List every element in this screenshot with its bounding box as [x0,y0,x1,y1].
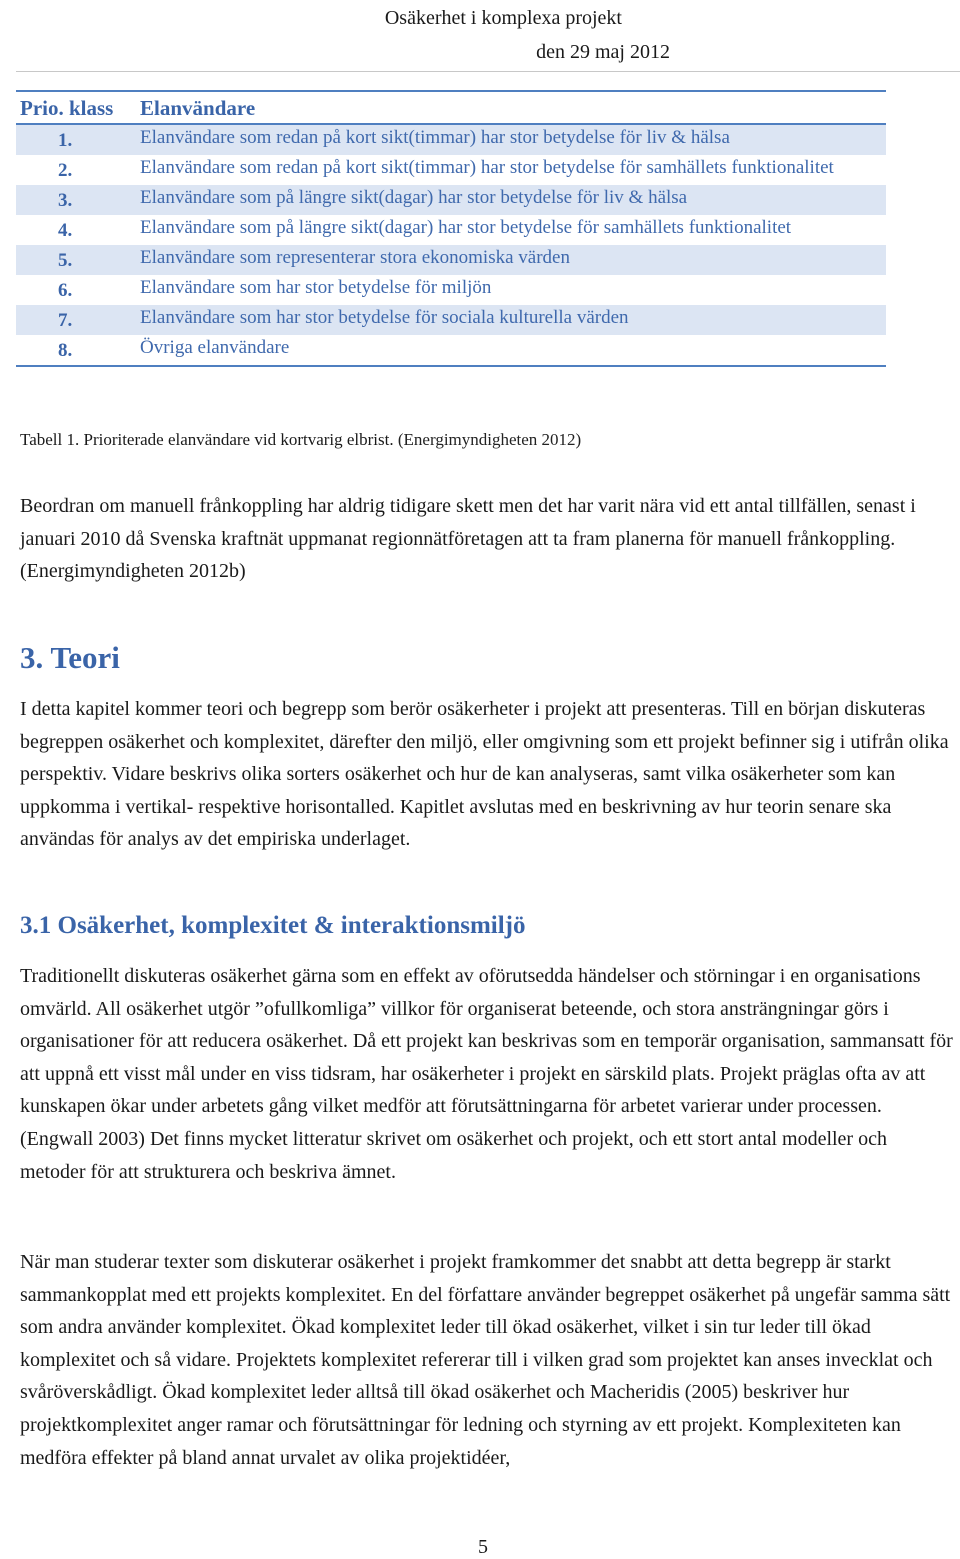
section-heading: 3. Teori [20,640,120,675]
paragraph-4: När man studerar texter som diskuterar osäkerhet i projekt framkommer det snabbt att detta begrepp är starkt sammankopplat med ett projekts komplexitet. En del författare använder begreppet osäkerhet på ungefär samma sätt som andra använder komplexitet. Ökad komplexitet leder till ökad osäkerhet, vilket i sin tur leder till ökad komplexitet och så vidare. Projektets komplexitet refererar till i vilken grad som projektet kan anses invecklat och svåröverskådligt. Ökad komplexitet leder alltså till ökad osäkerhet och Macheridis (2005) beskriver hur projektkomplexitet anger ramar och förutsättningar för ledning och styrning av ett projekt. Komplexiteten kan medföra effekter på bland annat urvalet av olika projektidéer, [20,1251,951,1469]
row-num: 6. [58,280,73,301]
row-text: Elanvändare som har stor betydelse för sociala kulturella värden [140,305,886,335]
row-text: Elanvändare som redan på kort sikt(timmar) har stor betydelse för samhällets funktionalitet [140,157,834,178]
row-num: 4. [58,220,73,241]
header-rule [16,71,960,72]
row-num: 8. [16,335,140,366]
row-text: Elanvändare som på längre sikt(dagar) har stor betydelse för liv & hälsa [140,185,886,215]
table-row [16,305,886,335]
row-text: Elanvändare som redan på kort sikt(timmar) har stor betydelse för liv & hälsa [140,124,886,155]
table-header-row [16,91,886,124]
row-text: Elanvändare som på längre sikt(dagar) har stor betydelse för samhällets funktionalitet [140,217,792,238]
header-date: den 29 maj 2012 [536,41,670,63]
table-row [16,185,886,215]
priority-table [16,90,886,367]
table-row [16,335,886,366]
table-row [16,155,886,185]
caption-label: Tabell 1. Prioriterade elanvändare vid kortvarig elbrist. [20,430,394,449]
row-text: Övriga elanvändare [140,335,886,366]
row-text: Elanvändare som har stor betydelse för miljön [140,277,492,298]
page-number: 5 [478,1536,488,1558]
col-header-user: Elanvändare [140,91,886,124]
table-row [16,215,886,245]
paragraph-2: I detta kapitel kommer teori och begrepp som berör osäkerheter i projekt att presenteras. Till en början diskuteras begreppen osäkerhet och komplexitet, därefter den miljö, eller omgivning som ett projekt befinner sig i utifrån olika perspektiv. Vidare beskrivs olika sorters osäkerhet och hur de kan analyseras, samt vilka osäkerheter som kan uppkomma i vertikal- respektive horisontalled. Kapitlet avslutas med en beskrivning av hur teorin senare ska användas för analys av det empiriska underlaget. [20,698,949,851]
row-text: Elanvändare som representerar stora ekonomiska värden [140,245,886,275]
table-row [16,124,886,155]
paragraph-3: Traditionellt diskuteras osäkerhet gärna som en effekt av oförutsedda händelser och störningar i en organisations omvärld. All osäkerhet utgör ”ofullkomliga” villkor för organiserat beteende, och stora ansträngningar görs i organisationer för att reducera osäkerhet. Då ett projekt kan beskrivas som en temporär organisation, sammansatt för att uppnå ett visst mål under en viss tidsram, har osäkerheter i projekt en särskild plats. Projekt präglas ofta av att kunskapen ökar under arbetets gång vilket medför att förutsättningarna för arbetet varierar under processen. (Engwall 2003) Det finns mycket litteratur skrivet om osäkerhet och projekt, och ett stort antal modeller och metoder för att strukturera och beskriva ämnet. [20,965,953,1183]
row-num: 1. [16,124,140,155]
row-num: 5. [16,245,140,275]
table-caption [20,430,581,450]
caption-source: (Energimyndigheten 2012) [397,430,582,449]
header-title: Osäkerhet i komplexa projekt [384,7,622,29]
row-num: 7. [16,305,140,335]
subsection-heading: 3.1 Osäkerhet, komplexitet & interaktionsmiljö [20,912,526,939]
col-header-prio: Prio. klass [16,91,140,124]
row-num: 2. [58,160,73,181]
row-num: 3. [16,185,140,215]
table-row [16,275,886,305]
paragraph-1: Beordran om manuell frånkoppling har aldrig tidigare skett men det har varit nära vid ett antal tillfällen, senast i januari 2010 då Svenska kraftnät uppmanat regionnätföretagen att ta fram planerna för manuell frånkoppling. (Energimyndigheten 2012b) [20,495,916,583]
table-row [16,245,886,275]
